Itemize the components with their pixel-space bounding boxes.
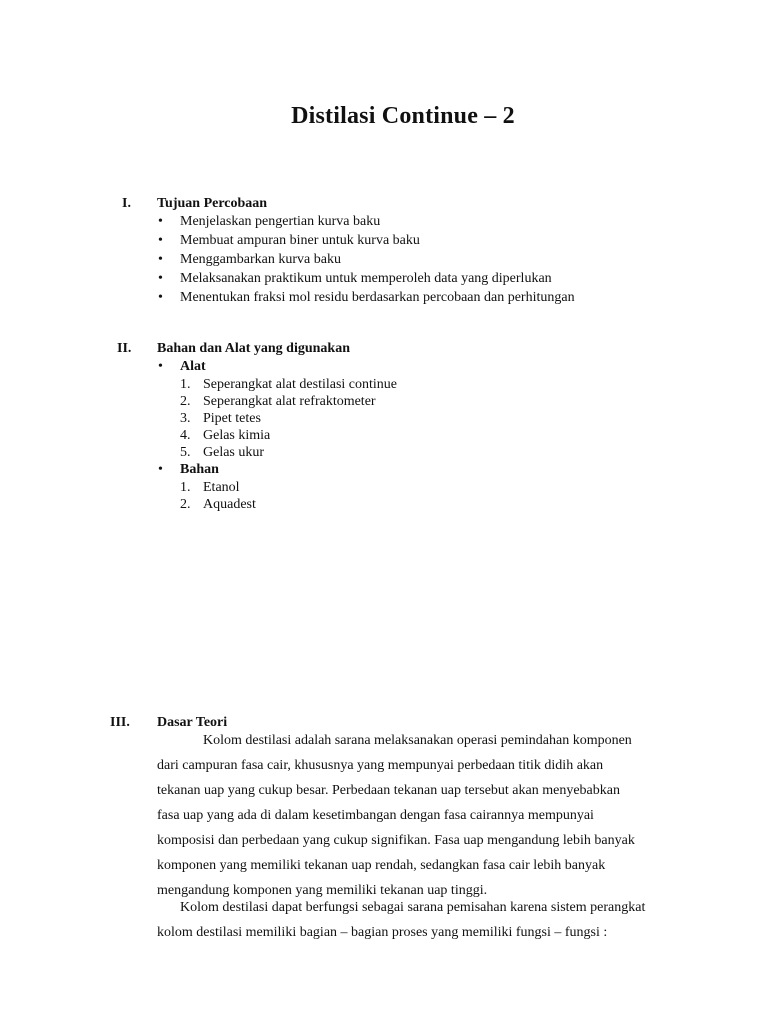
bullet-icon: •	[158, 359, 163, 374]
section-heading: Dasar Teori	[157, 715, 228, 730]
paragraph-line: komposisi dan perbedaan yang cukup signifikan. Fasa uap mengandung lebih banyak	[157, 833, 635, 848]
list-item: 2. Aquadest	[180, 497, 256, 512]
section-number: III.	[110, 715, 130, 730]
list-item: • Menjelaskan pengertian kurva baku	[158, 214, 381, 229]
section-number: I.	[122, 196, 131, 211]
alat-list	[180, 376, 397, 461]
paragraph-line: fasa uap yang ada di dalam kesetimbangan dengan fasa cairannya mempunyai	[157, 808, 594, 823]
bullet-icon: •	[158, 233, 163, 248]
page-title: Distilasi Continue – 2	[291, 103, 515, 129]
paragraph-line: Kolom destilasi adalah sarana melaksanakan operasi pemindahan komponen	[203, 733, 632, 748]
list-item: 1. Seperangkat alat destilasi continue	[180, 377, 397, 392]
list-item: • Membuat ampuran biner untuk kurva baku	[158, 233, 420, 248]
document-page: Distilasi Continue – 2 I. Tujuan Percobaan • Menjelaskan pengertian kurva baku • Membuat ampuran biner untuk kurva baku • Menggambarkan kurva baku • Melaksanakan praktikum untuk memperoleh data yang diperlukan • Menentukan fraksi mol residu berdasarkan percobaan dan perhitungan II. Bahan dan Alat yang digunakan • Alat 1. Seperangkat alat destilasi continue 2. Seperangkat alat refraktometer 3. Pipet tetes 4. Gelas kimia 5. Gelas ukur • Bahan 1. Etanol 2. Aquadest III. Dasar Teori Kolom destilasi adalah sarana melaksanakan operasi pemindahan komponen dari campuran fasa cair, khususnya yang mempunyai perbedaan titik didih akan tekanan uap yang cukup besar. Perbedaan tekanan uap tersebut akan menyebabkan fasa uap yang ada di dalam kesetimbangan dengan fasa cairannya mempunyai komposisi dan perbedaan yang cukup signifikan. Fasa uap mengandung lebih banyak komponen yang memiliki tekanan uap rendah, sedangkan fasa cair lebih banyak mengandung komponen yang memiliki tekanan uap tinggi. Kolom destilasi dapat berfungsi sebagai sarana pemisahan karena sistem perangkat kolom destilasi memiliki bagian – bagian proses yang memiliki fungsi – fungsi :	[0, 0, 768, 1024]
list-item: 3. Pipet tetes	[180, 411, 261, 426]
paragraph-line: kolom destilasi memiliki bagian – bagian proses yang memiliki fungsi – fungsi :	[157, 925, 608, 940]
bullet-icon: •	[158, 271, 163, 286]
bahan-list	[180, 479, 256, 513]
theory-paragraph-1	[157, 728, 697, 903]
paragraph-line: mengandung komponen yang memiliki tekanan uap tinggi.	[157, 883, 488, 898]
bullet-icon: •	[158, 462, 163, 477]
list-item: 1. Etanol	[180, 480, 240, 495]
paragraph-line: tekanan uap yang cukup besar. Perbedaan tekanan uap tersebut akan menyebabkan	[157, 783, 620, 798]
list-item: • Melaksanakan praktikum untuk memperoleh data yang diperlukan	[158, 271, 552, 286]
bullet-icon: •	[158, 214, 163, 229]
section-number: II.	[117, 341, 132, 356]
list-item: • Menentukan fraksi mol residu berdasarkan percobaan dan perhitungan	[158, 290, 575, 305]
objective-list	[157, 212, 575, 307]
list-item: 4. Gelas kimia	[180, 428, 271, 443]
paragraph-line: Kolom destilasi dapat berfungsi sebagai sarana pemisahan karena sistem perangkat	[180, 900, 646, 915]
section-heading: Bahan dan Alat yang digunakan	[157, 341, 350, 356]
paragraph-line: dari campuran fasa cair, khususnya yang mempunyai perbedaan titik didih akan	[157, 758, 604, 773]
theory-paragraph-2	[157, 895, 697, 945]
section-heading: Tujuan Percobaan	[157, 196, 268, 211]
bullet-icon: •	[158, 252, 163, 267]
bullet-icon: •	[158, 290, 163, 305]
list-item: 2. Seperangkat alat refraktometer	[180, 394, 376, 409]
list-item: • Menggambarkan kurva baku	[158, 252, 341, 267]
list-item: 5. Gelas ukur	[180, 445, 265, 460]
paragraph-line: komponen yang memiliki tekanan uap rendah, sedangkan fasa cair lebih banyak	[157, 858, 606, 873]
